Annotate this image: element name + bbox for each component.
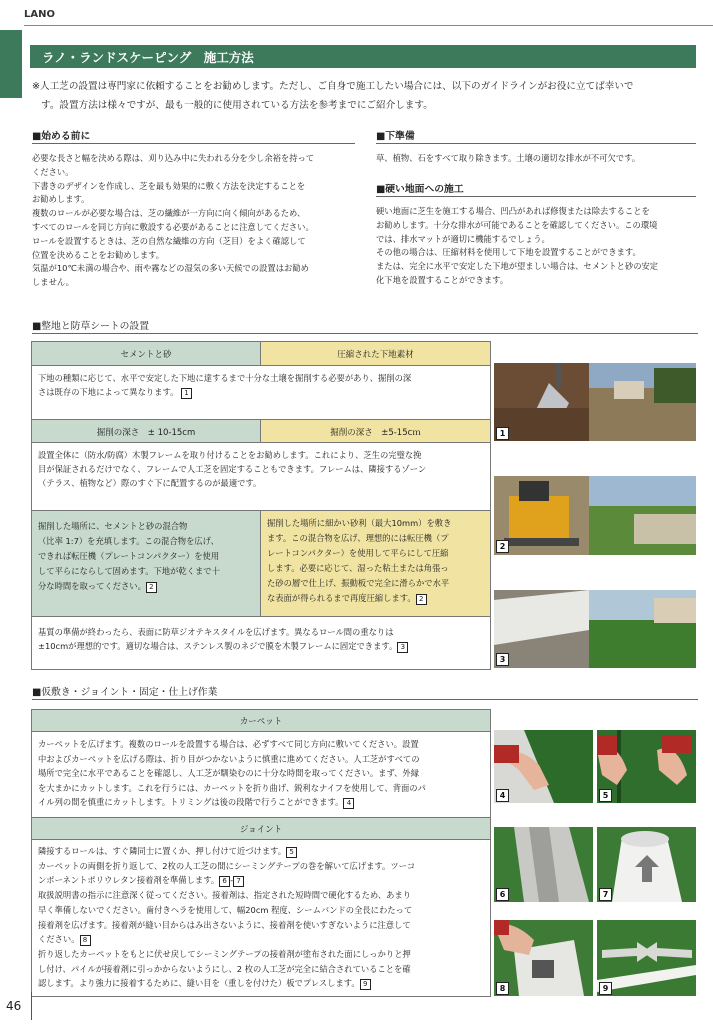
- text-line: （テラス、植物など）際のすぐ下に配置するのが最適です。: [38, 478, 262, 489]
- carpet-text: [31, 731, 491, 818]
- brand-label: LANO: [24, 9, 55, 20]
- text-line: 中およびカーペットを広げる際は、折り目がつかないように慎重に進めてください。人工芝がすべての: [38, 753, 420, 764]
- text-line: お勧めします。十分な排水が可能であることを確認してください。この環境: [376, 219, 658, 230]
- depth-right: 掘削の深さ ±5-15cｍ: [260, 419, 491, 443]
- text-line: [38, 844, 484, 859]
- text-span: 分な時間を取ってください。: [38, 581, 146, 591]
- prep-heading: ■下準備: [376, 131, 415, 142]
- text-line: [38, 385, 484, 399]
- photo-compactor: [494, 476, 696, 555]
- text-line: します。必要に応じて、湿った粘土または角張っ: [267, 563, 449, 573]
- photo-geotextile: [494, 590, 696, 668]
- text-span: イル列の間を慎重にカットします。トリミングは後の段階で行うことができます。: [38, 797, 344, 808]
- photo-number: 1: [496, 427, 509, 440]
- text-line: 掘削した場所に、セメントと砂の混合物: [38, 521, 188, 531]
- hard-ground-heading: ■硬い地面への施工: [376, 184, 464, 195]
- text-line: ください。: [32, 166, 74, 177]
- compressed-method: [260, 510, 491, 617]
- section1-rule: [32, 333, 698, 334]
- photo-number: 7: [599, 888, 612, 901]
- ref-number: 2: [146, 582, 157, 593]
- text-line: 化下地を設置することができます。: [376, 274, 509, 285]
- col-header-compressed: 圧縮された下地素材: [260, 341, 491, 366]
- section2-heading: ■仮敷き・ジョイント・固定・仕上げ作業: [32, 687, 218, 698]
- photo-geotextile-art: [494, 590, 696, 668]
- header-rule: [24, 25, 713, 26]
- photo-number: 4: [496, 789, 509, 802]
- frame-text: [31, 442, 491, 511]
- ref-number: 8: [80, 935, 91, 946]
- text-line: 早く準備しないでください。歯付きヘラを使用して、幅20cm 程度、シームバンドの全長にわたって: [38, 904, 413, 915]
- intro-line-2: す。設置方法は様々ですが、最も一般的に使用されている方法を参考までにご紹介します。: [41, 100, 433, 111]
- text-line: [38, 639, 484, 653]
- before-start-rule: [32, 143, 355, 144]
- text-line: 基質の準備が終わったら、表面に防草ジオテキスタイルを広げます。異なるロール間の重なりは: [38, 627, 394, 637]
- photo-number: 8: [496, 982, 509, 995]
- photo-adhesive-roll: [597, 827, 696, 902]
- photo-spreading-glue: [494, 920, 593, 996]
- text-line: [267, 591, 484, 606]
- text-span: 隣接するロールは、すぐ隣同士に置くか、押し付けて近づけます。: [38, 846, 287, 856]
- text-line: 掘削した場所に細かい砂利（最大10mm）を敷き: [267, 518, 452, 528]
- photo-seam-tape: [494, 827, 593, 902]
- text-span: ください。: [38, 934, 80, 945]
- photo-pressing-seam: [597, 920, 696, 996]
- ref-number: 7: [233, 876, 244, 887]
- text-line: 複数のロールが必要な場合は、芝の繊維が一方向に向く傾向があるため、: [32, 208, 306, 219]
- excavation-text: [31, 365, 491, 420]
- photo-number: 6: [496, 888, 509, 901]
- text-line: し付け、パイルが接着剤に引っかからないようにし、2 枚の人工芝が完全に結合されていることを確: [38, 963, 411, 974]
- text-line: 目が保証されるだけでなく、フレームで人工芝を固定することもできます。フレームは、隣接するゾーン: [38, 464, 427, 475]
- text-line: ンポーネントポリウレタン接着剤を準備します。 6 - 7: [38, 873, 484, 888]
- text-line: ます。この混合物を広げ、理想的には転圧機（プ: [267, 533, 449, 543]
- text-line: を大まかにカットします。これを行うには、カーペットを折り曲げ、鋭利なナイフを使用して、背面のパ: [38, 782, 426, 793]
- ref-number: 6: [219, 876, 230, 887]
- text-line: ロールを設置するときは、芝の自然な繊維の方向（芝目）をよく確認して: [32, 235, 306, 246]
- ref-number: 3: [397, 642, 408, 653]
- text-line: では、排水マットが適切に機能するでしょう。: [376, 233, 550, 244]
- text-line: た砂の層で仕上げ、振動板で完全に滑らかで水平: [267, 578, 450, 588]
- text-line: （比率 1:7）を充填します。この混合物を広げ、: [38, 536, 219, 546]
- page-number-rule: [31, 992, 32, 1020]
- photo-excavation: [494, 363, 696, 441]
- carpet-header: カーペット: [31, 709, 491, 732]
- text-span: ンポーネントポリウレタン接着剤を準備します。: [38, 875, 220, 886]
- photo-carpet-cut: [494, 730, 593, 803]
- ref-number: 2: [416, 594, 427, 605]
- text-span: さは既存の下地によって異なります。: [38, 387, 179, 398]
- text-line: 取扱説明書の指示に注意深く従ってください。接着剤は、指定された短時間で硬化するため、あまり: [38, 890, 412, 901]
- text-span: 認します。より強力に接着するために、縫い目を（重しを付けた）板でプレスします。: [38, 978, 360, 989]
- text-line: 下書きのデザインを作成し、芝を最も効果的に敷く方法を決定することを: [32, 180, 306, 191]
- text-span: ±10cmが理想的です。適切な場合は、ステンレス製のネジで膜を木製フレームに固定できます。: [38, 641, 398, 652]
- text-line: [38, 932, 484, 947]
- text-line: しません。: [32, 277, 74, 288]
- photo-number: 3: [496, 653, 509, 666]
- photo-compactor-art: [494, 476, 696, 555]
- text-line: すべてのロールを同じ方向に敷設する必要があることに注意してください。: [32, 221, 314, 232]
- text-span: な表面が得られるまで再度圧縮します。: [267, 593, 416, 603]
- photo-excavation-art: [494, 363, 696, 441]
- intro-line-1: ※人工芝の設置は専門家に依頼することをお勧めします。ただし、ご自身で施工したい場合には、以下のガイドラインがお役に立てば幸いで: [32, 81, 634, 92]
- text-line: [38, 795, 484, 810]
- depth-left: 掘削の深さ ± 10-15cm: [31, 419, 261, 443]
- text-line: 設置全体に（防水/防腐）木製フレームを取り付けることをお勧めします。これにより、芝生の完璧な挽: [38, 450, 422, 460]
- photo-number: 9: [599, 982, 612, 995]
- text-line: カーペットの両側を折り返して、2枚の人工芝の間にシーミングテープの巻を解いて広げます。ツーコ: [38, 860, 416, 871]
- side-tab: [0, 30, 22, 98]
- text-line: カーペットを広げます。複数のロールを設置する場合は、必ずすべて同じ方向に敷いてください。設置: [38, 739, 419, 749]
- text-line: または、完全に水平で安定した下地が望ましい場合は、セメントと砂の安定: [376, 261, 659, 272]
- ref-number: 1: [181, 388, 192, 399]
- text-line: して平らにならして固めます。下地が乾くまで十: [38, 566, 220, 576]
- joint-header: ジョイント: [31, 817, 491, 840]
- page-number: 46: [6, 999, 22, 1013]
- hard-ground-rule: [376, 196, 696, 197]
- text-line: その他の場合は、圧縮材料を使用して下地を設置することができます。: [376, 247, 641, 258]
- photo-number: 2: [496, 540, 509, 553]
- text-line: お勧めします。: [32, 194, 90, 205]
- text-line: 硬い地面に芝生を施工する場合、凹凸があれば修復または除去することを: [376, 206, 650, 216]
- ref-number: 9: [360, 979, 371, 990]
- before-start-heading: ■始める前に: [32, 131, 91, 142]
- col-header-cement-sand: セメントと砂: [31, 341, 261, 366]
- text-line: できれば転圧機（プレートコンパクター）を使用: [38, 551, 220, 561]
- cement-sand-method: [31, 510, 261, 617]
- text-line: 接着剤を広げます。接着剤が縫い目からはみ出さないように、接着剤を使いすぎないように注意して: [38, 919, 411, 930]
- photo-carpet-join: [597, 730, 696, 803]
- text-line: 気温が10℃未満の場合や、雨や霧などの湿気の多い天候での設置はお勧め: [32, 263, 309, 274]
- text-line: 場所で完全に水平であることを確認し、人工芝が馴染むのに十分な時間を取ってください。まず、外縁: [38, 768, 419, 779]
- page-title: ラノ・ランドスケーピング 施工方法: [30, 45, 696, 68]
- text-line: 下地の種類に応じて、水平で安定した下地に達するまで十分な土壌を掘削する必要があり、掘削の深: [38, 373, 412, 383]
- text-line: [38, 976, 484, 991]
- section1-heading: ■整地と防草シートの設置: [32, 321, 150, 332]
- section2-rule: [32, 699, 698, 700]
- text-line: 位置を決めることをお勧めします。: [32, 249, 165, 260]
- prep-body: [376, 152, 701, 166]
- photo-number: 5: [599, 789, 612, 802]
- text-line: 折り返したカーペットをもとに伏せ戻してシーミングテープの接着剤が塗布された面にしっかりと押: [38, 948, 411, 959]
- prep-rule: [376, 143, 696, 144]
- text-line: 草、植物、石をすべて取り除きます。土壌の適切な排水が不可欠です。: [376, 153, 641, 163]
- geotextile-text: [31, 616, 491, 670]
- text-line: 必要な長さと幅を決める際は、刈り込み中に失われる分を少し余裕を持って: [32, 153, 315, 163]
- ref-number: 5: [286, 847, 297, 858]
- before-start-body: [32, 152, 362, 290]
- ref-number: 4: [343, 798, 354, 809]
- text-line: [38, 579, 254, 594]
- hard-ground-body: [376, 205, 706, 288]
- joint-text: [31, 839, 491, 997]
- text-line: レートコンパクター）を使用して平らにして圧縮: [267, 548, 449, 558]
